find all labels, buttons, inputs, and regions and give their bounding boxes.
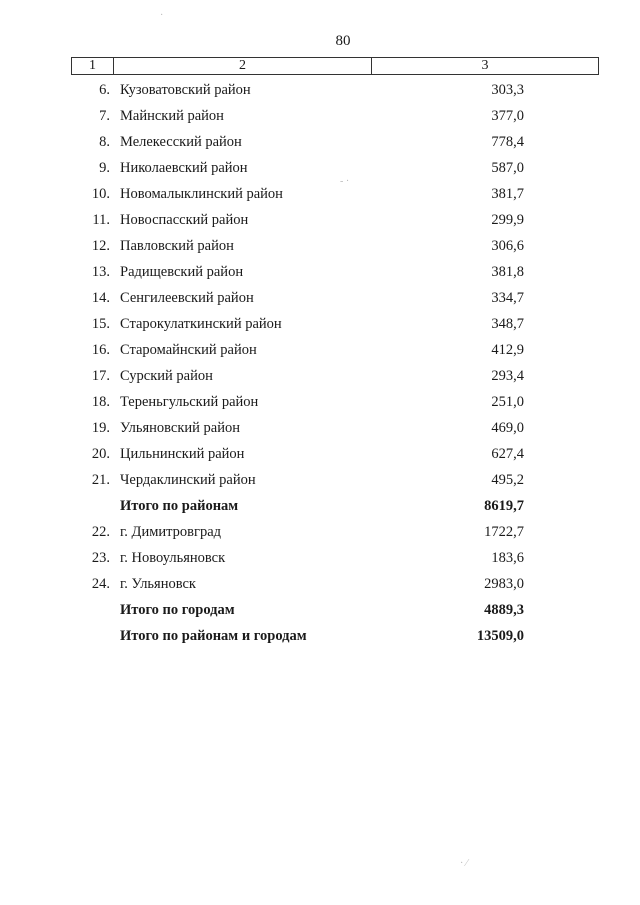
row-number: 14. [91,289,110,306]
row-name: Ульяновский район [120,419,241,436]
table-row [71,311,531,337]
table-row [71,441,531,467]
total-row [71,493,531,519]
row-value: 251,0 [491,393,524,410]
row-value: 469,0 [491,419,524,436]
row-name: Николаевский район [120,159,248,176]
row-number: 13. [91,263,110,280]
row-value: 381,8 [491,263,524,280]
row-number: 15. [91,315,110,332]
row-name: г. Новоульяновск [120,549,226,566]
row-name: Чердаклинский район [120,471,256,488]
row-value: 495,2 [491,471,524,488]
table-row [71,571,531,597]
row-value: 306,6 [491,237,524,254]
table-body [71,77,531,649]
row-name: Мелекесский район [120,133,242,150]
table-row [71,545,531,571]
table-row [71,259,531,285]
row-value: 299,9 [491,211,524,228]
scan-speck: - · [340,176,350,187]
row-name: Итого по районам и городам [120,627,307,644]
row-name: Итого по районам [120,497,239,514]
page-number: 80 [335,33,351,49]
row-number: 6. [99,81,110,98]
row-number: 9. [99,159,110,176]
row-value: 412,9 [491,341,524,358]
scan-speck: · ⁄ [460,858,468,869]
row-value: 381,7 [491,185,524,202]
header-col-1: 1 [72,58,114,74]
row-number: 19. [91,419,110,436]
row-number: 7. [99,107,110,124]
row-value: 778,4 [491,133,524,150]
row-value: 334,7 [491,289,524,306]
row-number: 16. [91,341,110,358]
row-value: 627,4 [491,445,524,462]
row-number: 8. [99,133,110,150]
table-row [71,415,531,441]
row-number: 18. [91,393,110,410]
row-value: 587,0 [491,159,524,176]
row-number: 20. [91,445,110,462]
table-row [71,233,531,259]
table-row [71,129,531,155]
total-row [71,623,531,649]
row-name: г. Димитровград [120,523,222,540]
row-value: 348,7 [491,315,524,332]
row-value: 8619,7 [484,497,524,514]
row-name: Кузоватовский район [120,81,251,98]
header-col-2: 2 [114,58,372,74]
row-name: Итого по городам [120,601,235,618]
scan-speck: · [160,10,164,21]
total-row [71,597,531,623]
table-row [71,181,531,207]
row-name: Радищевский район [120,263,244,280]
row-number: 11. [92,211,110,228]
row-value: 293,4 [491,367,524,384]
row-number: 10. [91,185,110,202]
table-row [71,155,531,181]
row-name: Старокулаткинский район [120,315,282,332]
row-number: 24. [91,575,110,592]
row-value: 183,6 [491,549,524,566]
row-name: Старомайнский район [120,341,257,358]
table-row [71,103,531,129]
row-number: 12. [91,237,110,254]
row-name: Тереньгульский район [120,393,259,410]
table-row [71,337,531,363]
table-row [71,77,531,103]
row-value: 13509,0 [476,627,524,644]
table-row [71,285,531,311]
row-number: 21. [91,471,110,488]
row-name: Павловский район [120,237,234,254]
row-value: 377,0 [491,107,524,124]
row-name: Цильнинский район [120,445,245,462]
row-value: 4889,3 [484,601,524,618]
row-name: Новомалыклинский район [120,185,283,202]
row-value: 1722,7 [484,523,524,540]
table-row [71,389,531,415]
row-value: 2983,0 [484,575,524,592]
table-row [71,467,531,493]
row-name: Майнский район [120,107,224,124]
table-row [71,519,531,545]
row-name: Сенгилеевский район [120,289,254,306]
table-header [71,57,599,75]
table-row [71,363,531,389]
row-number: 17. [91,367,110,384]
header-col-3: 3 [481,58,489,73]
row-name: Сурский район [120,367,213,384]
row-number: 23. [91,549,110,566]
table-row [71,207,531,233]
row-number: 22. [91,523,110,540]
row-name: Новоспасский район [120,211,249,228]
row-name: г. Ульяновск [120,575,196,592]
row-value: 303,3 [491,81,524,98]
